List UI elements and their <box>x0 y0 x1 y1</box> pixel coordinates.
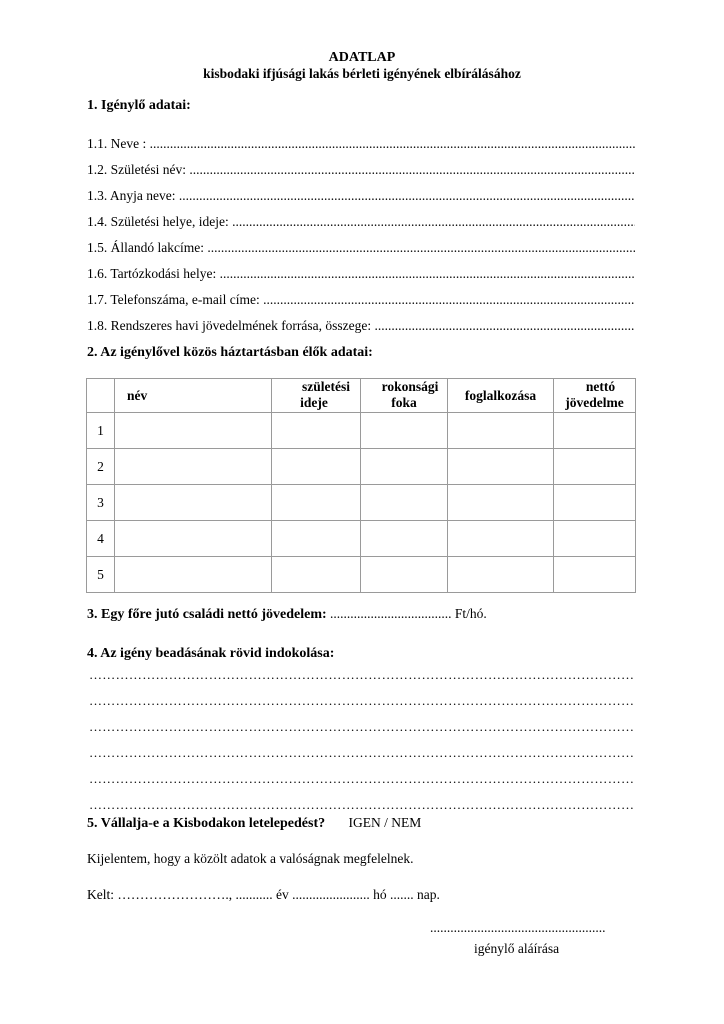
justification-line-2[interactable] <box>89 693 633 709</box>
justification-line-3[interactable] <box>89 719 633 735</box>
cell-net-income[interactable] <box>554 413 636 449</box>
cell-name[interactable] <box>115 413 272 449</box>
section4-heading: 4. Az igény beadásának rövid indokolása: <box>87 646 335 661</box>
section5-options[interactable]: IGEN / NEM <box>348 815 422 830</box>
justification-line-1[interactable] <box>89 667 633 683</box>
cell-name[interactable] <box>115 521 272 557</box>
fill-dots <box>146 136 635 152</box>
cell-net-income[interactable] <box>554 485 636 521</box>
row-number: 5 <box>87 557 115 593</box>
field-label: 1.1. Neve : <box>87 136 147 151</box>
table-row <box>87 449 636 485</box>
field-permanent-address[interactable] <box>87 239 635 256</box>
form-subtitle: kisbodaki ifjúsági lakás bérleti igényének elbírálásához <box>203 66 521 81</box>
section3-unit: Ft/hó. <box>454 606 487 621</box>
section5-line <box>87 815 421 832</box>
field-birth-name[interactable] <box>87 161 635 178</box>
field-label: 1.8. Rendszeres havi jövedelmének forrása, összege: <box>87 318 372 333</box>
fill-dots <box>216 266 635 282</box>
fill-dots <box>260 292 635 308</box>
section3-line[interactable] <box>87 606 487 623</box>
justification-line-5[interactable] <box>89 771 633 787</box>
row-number: 4 <box>87 521 115 557</box>
field-label: 1.3. Anyja neve: <box>87 188 176 203</box>
cell-birth-date[interactable] <box>272 557 361 593</box>
cell-name[interactable] <box>115 449 272 485</box>
cell-net-income[interactable] <box>554 557 636 593</box>
row-number: 1 <box>87 413 115 449</box>
cell-occupation[interactable] <box>448 485 554 521</box>
cell-relationship[interactable] <box>361 413 448 449</box>
col-header-name: név <box>115 379 272 413</box>
field-mother-name[interactable] <box>87 187 635 204</box>
date-line[interactable]: Kelt: ……………………., ........... év ....................... hó ....... nap. <box>87 887 440 902</box>
table-row <box>87 521 636 557</box>
form-title: ADATLAP <box>328 50 396 65</box>
field-income-source[interactable] <box>87 317 635 334</box>
fill-dots <box>186 162 635 178</box>
section3-heading: 3. Egy főre jutó családi nettó jövedelem: <box>87 607 327 622</box>
cell-relationship[interactable] <box>361 521 448 557</box>
col-header-relationship: rokonsági foka <box>361 379 448 413</box>
cell-net-income[interactable] <box>554 521 636 557</box>
cell-occupation[interactable] <box>448 521 554 557</box>
table-row <box>87 413 636 449</box>
cell-relationship[interactable] <box>361 557 448 593</box>
cell-relationship[interactable] <box>361 449 448 485</box>
cell-birth-date[interactable] <box>272 521 361 557</box>
field-label: 1.7. Telefonszáma, e-mail címe: <box>87 292 260 307</box>
section5-heading: 5. Vállalja-e a Kisbodakon letelepedést? <box>87 816 326 831</box>
justification-line-4[interactable] <box>89 745 633 761</box>
col-header-net-income: nettó jövedelme <box>554 379 636 413</box>
table-header-row <box>87 379 636 413</box>
section2-heading: 2. Az igénylővel közös háztartásban élők adatai: <box>87 345 373 360</box>
table-row <box>87 557 636 593</box>
cell-occupation[interactable] <box>448 557 554 593</box>
field-label: 1.6. Tartózkodási helye: <box>87 266 217 281</box>
cell-name[interactable] <box>115 557 272 593</box>
row-number: 2 <box>87 449 115 485</box>
fill-dots <box>229 214 635 230</box>
cell-birth-date[interactable] <box>272 485 361 521</box>
row-number: 3 <box>87 485 115 521</box>
col-header-birth-date: születési ideje <box>272 379 361 413</box>
cell-occupation[interactable] <box>448 413 554 449</box>
cell-name[interactable] <box>115 485 272 521</box>
field-label: 1.5. Állandó lakcíme: <box>87 240 204 255</box>
section1-heading: 1. Igénylő adatai: <box>87 98 191 113</box>
field-label: 1.4. Születési helye, ideje: <box>87 214 229 229</box>
cell-birth-date[interactable] <box>272 413 361 449</box>
fill-dots <box>371 318 635 334</box>
field-birth-place-date[interactable] <box>87 213 635 230</box>
section3-blank: .................................... <box>330 606 452 621</box>
table-row <box>87 485 636 521</box>
col-header-occupation: foglalkozása <box>448 379 554 413</box>
field-phone-email[interactable] <box>87 291 635 308</box>
signature-label: igénylő aláírása <box>474 941 560 956</box>
cell-net-income[interactable] <box>554 449 636 485</box>
cell-occupation[interactable] <box>448 449 554 485</box>
household-table <box>86 378 636 593</box>
fill-dots <box>175 188 635 204</box>
col-header-number <box>87 379 115 413</box>
cell-birth-date[interactable] <box>272 449 361 485</box>
field-name[interactable] <box>87 135 635 152</box>
justification-line-6[interactable] <box>89 797 633 813</box>
signature-line[interactable]: .................................................... <box>430 920 606 935</box>
declaration-text: Kijelentem, hogy a közölt adatok a valóságnak megfelelnek. <box>87 851 414 866</box>
cell-relationship[interactable] <box>361 485 448 521</box>
field-label: 1.2. Születési név: <box>87 162 186 177</box>
field-residence[interactable] <box>87 265 635 282</box>
fill-dots <box>204 240 635 256</box>
